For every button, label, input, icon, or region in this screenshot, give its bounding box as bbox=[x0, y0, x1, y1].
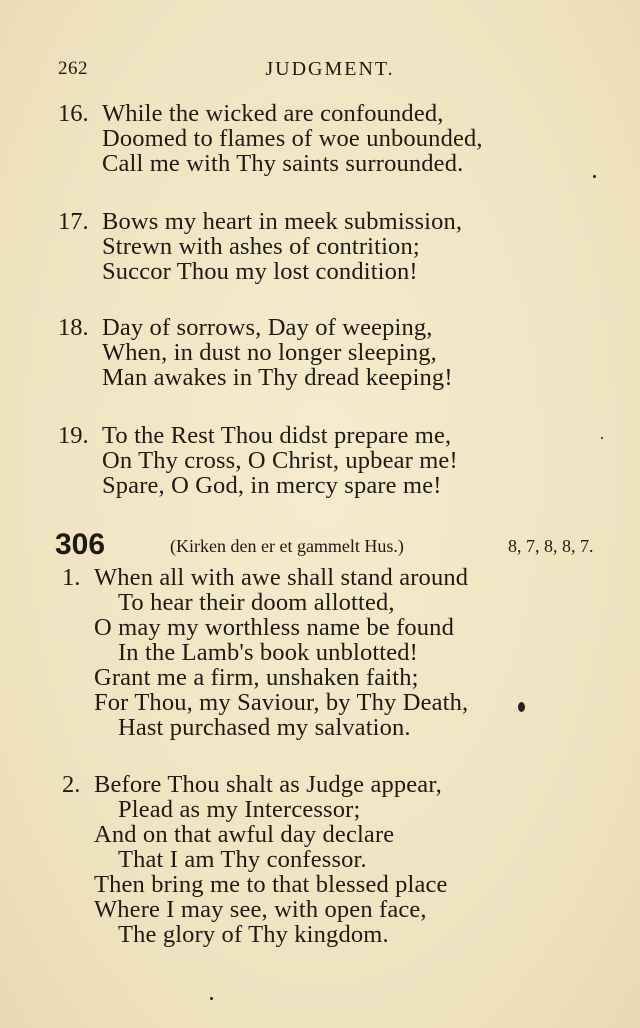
verse-line: In the Lamb's book unblotted! bbox=[118, 639, 418, 666]
page-number: 262 bbox=[58, 58, 88, 79]
stanza-number: 19. bbox=[58, 422, 89, 449]
verse-line: On Thy cross, O Christ, upbear me! bbox=[102, 447, 458, 474]
verse-line: For Thou, my Saviour, by Thy Death, bbox=[94, 689, 469, 716]
verse-line: While the wicked are confounded, bbox=[102, 100, 444, 127]
ink-speck bbox=[210, 997, 213, 1000]
verse-line: Where I may see, with open face, bbox=[94, 896, 427, 923]
verse-line: Hast purchased my salvation. bbox=[118, 714, 411, 741]
ink-speck bbox=[593, 175, 596, 178]
verse-line: Grant me a firm, unshaken faith; bbox=[94, 664, 419, 691]
verse-line: Succor Thou my lost condition! bbox=[102, 258, 418, 285]
verse-line: Spare, O God, in mercy spare me! bbox=[102, 472, 442, 499]
ink-blot bbox=[518, 702, 525, 712]
verse-line: That I am Thy confessor. bbox=[118, 846, 367, 873]
verse-line: To hear their doom allotted, bbox=[118, 589, 395, 616]
verse-line: To the Rest Thou didst prepare me, bbox=[102, 422, 452, 449]
verse-line: Bows my heart in meek submission, bbox=[102, 208, 463, 235]
verse-line: O may my worthless name be found bbox=[94, 614, 454, 641]
ink-speck bbox=[601, 437, 603, 439]
stanza-number: 17. bbox=[58, 208, 89, 235]
running-head: JUDGMENT. bbox=[265, 58, 395, 80]
verse-line: Man awakes in Thy dread keeping! bbox=[102, 364, 453, 391]
verse-line: Strewn with ashes of contrition; bbox=[102, 233, 420, 260]
verse-line: Then bring me to that blessed place bbox=[94, 871, 448, 898]
hymn-number: 306 bbox=[55, 528, 106, 561]
hymn-subtitle: (Kirken den er et gammelt Hus.) bbox=[170, 536, 404, 556]
hymn-meter: 8, 7, 8, 8, 7. bbox=[508, 536, 594, 556]
verse-line: Doomed to flames of woe unbounded, bbox=[102, 125, 483, 152]
stanza-number: 2. bbox=[62, 771, 81, 798]
verse-line: Day of sorrows, Day of weeping, bbox=[102, 314, 433, 341]
verse-line: Plead as my Intercessor; bbox=[118, 796, 361, 823]
verse-line: The glory of Thy kingdom. bbox=[118, 921, 389, 948]
verse-line: And on that awful day declare bbox=[94, 821, 395, 848]
verse-line: When all with awe shall stand around bbox=[94, 564, 469, 591]
stanza-number: 16. bbox=[58, 100, 89, 127]
verse-line: Before Thou shalt as Judge appear, bbox=[94, 771, 442, 798]
verse-line: When, in dust no longer sleeping, bbox=[102, 339, 437, 366]
stanza-number: 1. bbox=[62, 564, 81, 591]
verse-line: Call me with Thy saints surrounded. bbox=[102, 150, 464, 177]
stanza-number: 18. bbox=[58, 314, 89, 341]
